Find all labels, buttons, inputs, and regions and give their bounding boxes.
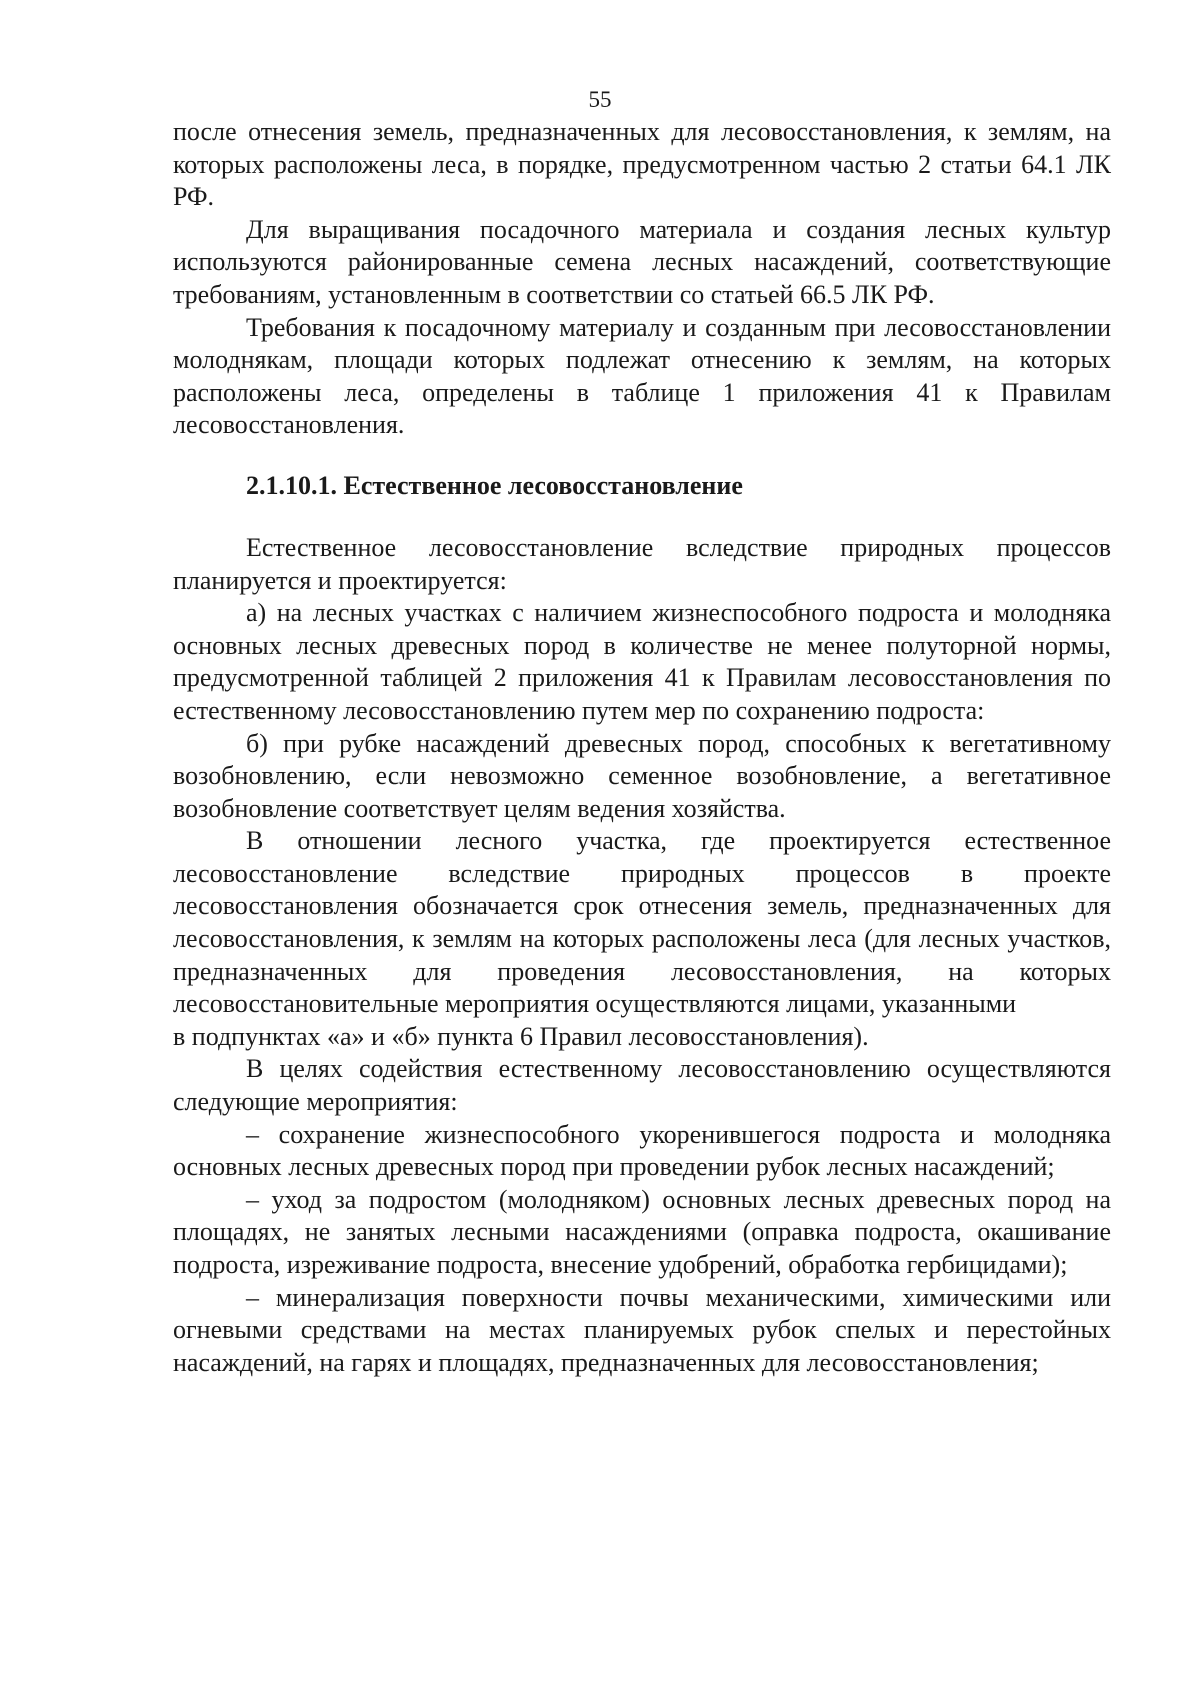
paragraph: В отношении лесного участка, где проектируется естественное лесовосстановление вследствие природных процессов в проекте лесовосстановления обозначается срок отнесения земель, предназначенных для лесовосстановления, к землям на которых расположены леса (для лесных участков, предназначенных для проведения лесовосстановления, на которых лесовосстановительные мероприятия осуществляются лицами, указанными [173,826,1111,1019]
list-item: – минерализация поверхности почвы механическими, химическими или огневыми средствами на местах планируемых рубок спелых и перестойных насаждений, на гарях и площадях, предназначенных для лесовосстановления; [173,1282,1111,1377]
paragraph: Требования к посадочному материалу и созданным при лесовосстановлении молоднякам, площади которых подлежат отнесению к землям, на которых расположены леса, определены в таблице 1 приложения 41 к Правилам лесовосстановления. [173,312,1111,440]
paragraph: Для выращивания посадочного материала и создания лесных культур используются районированные семена лесных насаждений, соответствующие требованиям, установленным в соответствии со статьей 66.5 ЛК РФ. [173,214,1111,309]
paragraph: после отнесения земель, предназначенных для лесовосстановления, к землям, на которых расположены леса, в порядке, предусмотренном частью 2 статьи 64.1 ЛК РФ. [173,117,1111,212]
list-item: – сохранение жизнеспособного укоренившегося подроста и молодняка основных лесных древесных пород при проведении рубок лесных насаждений; [173,1119,1111,1182]
page-body [173,116,1111,1379]
list-item: а) на лесных участках с наличием жизнеспособного подроста и молодняка основных лесных древесных пород в количестве не менее полуторной нормы, предусмотренной таблицей 2 приложения 41 к Правилам лесовосстановления по естественному лесовосстановлению путем мер по сохранению подроста: [173,598,1111,725]
page-number: 55 [588,87,612,112]
paragraph: в подпунктах «а» и «б» пункта 6 Правил лесовосстановления). [173,1021,869,1051]
list-item: б) при рубке насаждений древесных пород, способных к вегетативному возобновлению, если невозможно семенное возобновление, а вегетативное возобновление соответствует целям ведения хозяйства. [173,728,1111,823]
section-heading: 2.1.10.1. Естественное лесовосстановление [246,470,743,500]
paragraph: В целях содействия естественному лесовосстановлению осуществляются следующие мероприятия: [173,1054,1111,1117]
paragraph: Естественное лесовосстановление вследствие природных процессов планируется и проектируется: [173,532,1111,595]
list-item: – уход за подростом (молодняком) основных лесных древесных пород на площадях, не занятых лесными насаждениями (оправка подроста, окашивание подроста, изреживание подроста, внесение удобрений, обработка гербицидами); [173,1184,1111,1279]
